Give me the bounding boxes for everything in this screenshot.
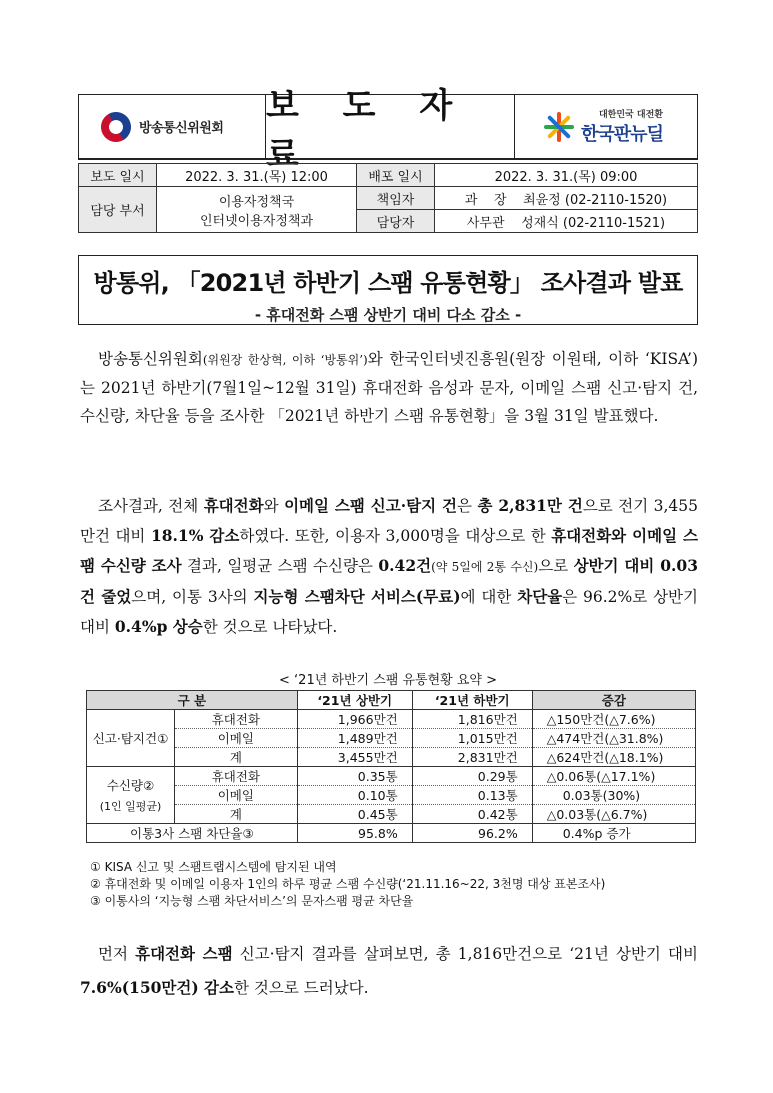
row-h1: 0.45통: [297, 805, 412, 824]
block-rate-label: 이통3사 스팸 차단율③: [87, 824, 298, 843]
new-deal-tagline: 대한민국 대전환: [598, 110, 663, 120]
block-rate-change: 0.4%p 증가: [532, 824, 695, 843]
results-text: 으로: [538, 557, 574, 575]
dept-value: [157, 187, 357, 233]
row-h1: 3,455만건: [297, 748, 412, 767]
table-header-change: 증감: [532, 691, 695, 710]
table-header-h1: ‘21년 상반기: [297, 691, 412, 710]
results-emphasis: 이메일 스팸 신고·탐지 건: [284, 496, 458, 515]
intro-org: 방송통신위원회: [98, 350, 203, 368]
row-change: △150만건(△7.6%): [532, 710, 695, 729]
spam-summary-table: [86, 690, 696, 843]
mobile-text: 먼저: [98, 945, 136, 963]
press-release-header: [78, 85, 698, 175]
group-report-detect: 신고·탐지건①: [87, 710, 175, 767]
results-emphasis: 차단율: [517, 587, 563, 606]
paragraph-intro: [80, 345, 698, 430]
footnote-2: ② 휴대전화 및 이메일 이용자 1인의 하루 평균 스팸 수신량(‘21.11.16~22, 3천명 대상 표본조사): [90, 877, 606, 891]
intro-body: 와 한국인터넷진흥원(원장 이원태, 이하 ‘KISA’)는 2021년 하반기(7월1일~12월 31일) 휴대전화 음성과 문자, 이메일 스팸 신고·탐지 건, 수신량, 차단율 등을 조사한 「2021년 하반기 스팸 유통현황」을 3월 31일 발표했다.: [80, 350, 698, 425]
dept-label: 담당 부서: [79, 187, 157, 233]
results-text: 결과, 일평균 스팸 수신량은: [181, 557, 379, 575]
results-emphasis: 휴대전화: [203, 496, 264, 515]
mobile-text: 신고·탐지 결과를 살펴보면, 총 1,816만건으로 ‘21년 상반기 대비: [232, 945, 698, 963]
row-h1: 1,489만건: [297, 729, 412, 748]
row-sub: 이메일: [175, 786, 298, 805]
results-emphasis: 18.1% 감소: [150, 526, 240, 545]
results-text: 은: [457, 497, 478, 515]
results-emphasis: 총 2,831만 건: [477, 496, 583, 515]
paragraph-mobile-spam: [80, 937, 698, 1005]
press-release-title: 보 도 자 료: [265, 95, 515, 158]
row-h1: 0.10통: [297, 786, 412, 805]
chief-contact: 과 장 최윤정 (02-2110-1520): [435, 187, 698, 210]
row-h1: 0.35통: [297, 767, 412, 786]
footnote-3: ③ 이통사의 ‘지능형 스팸 차단서비스’의 문자스팸 평균 차단율: [90, 894, 414, 908]
mobile-emphasis: 7.6%(150만건) 감소: [80, 978, 235, 997]
summary-table-title: < ‘21년 하반기 스팸 유통현황 요약 >: [279, 673, 497, 688]
release-info-table: [78, 163, 698, 233]
headline-title: 방통위, 「2021년 하반기 스팸 유통현황」 조사결과 발표: [93, 269, 683, 297]
row-h2: 2,831만건: [412, 748, 532, 767]
results-text: 으로 전기 3,455만건 대비: [80, 497, 699, 545]
intro-parenthetical: (위원장 한상혁, 이하 ‘방통위’): [202, 353, 368, 367]
results-text: 으며, 이통 3사의: [131, 588, 254, 606]
table-header-category: 구 분: [87, 691, 298, 710]
row-h2: 0.42통: [412, 805, 532, 824]
taeguk-emblem-icon: [96, 106, 137, 147]
block-rate-h2: 96.2%: [412, 824, 532, 843]
table-footnotes: [90, 859, 605, 910]
dept-line-division: 인터넷이용자정책과: [199, 213, 314, 229]
staff-label: 담당자: [357, 210, 435, 233]
results-text: 한 것으로 나타났다.: [202, 618, 338, 636]
results-emphasis: 휴대전화와 이메일 스팸 수신량 조사: [80, 526, 699, 575]
results-emphasis: 0.42건: [378, 556, 432, 575]
row-change: △474만건(△31.8%): [532, 729, 695, 748]
distribute-date-label: 배포 일시: [357, 164, 435, 187]
row-change: △0.06통(△17.1%): [532, 767, 695, 786]
mobile-text: 한 것으로 드러났다.: [234, 979, 369, 997]
results-text: 와: [263, 497, 285, 515]
results-emphasis: 상반기 대비 0.03건 줄었: [80, 556, 698, 606]
results-emphasis: 0.4%p 상승: [114, 617, 203, 636]
group-receive-label: 수신량②: [106, 778, 155, 793]
results-text: 에 대한: [460, 588, 518, 606]
group-receive-volume: [87, 767, 175, 824]
new-deal-star-icon: [543, 111, 575, 143]
row-h1: 1,966만건: [297, 710, 412, 729]
row-sub: 휴대전화: [175, 710, 298, 729]
row-h2: 1,816만건: [412, 710, 532, 729]
block-rate-h1: 95.8%: [297, 824, 412, 843]
results-text: 조사결과, 전체: [98, 497, 204, 515]
row-h2: 1,015만건: [412, 729, 532, 748]
results-text: 하였다. 또한, 이용자 3,000명을 대상으로 한: [239, 527, 552, 545]
paragraph-results: [80, 491, 698, 642]
staff-contact: 사무관 성재식 (02-2110-1521): [435, 210, 698, 233]
row-sub: 계: [175, 748, 298, 767]
release-date-label: 보도 일시: [79, 164, 157, 187]
chief-label: 책임자: [357, 187, 435, 210]
mobile-emphasis: 휴대전화 스팸: [135, 944, 233, 963]
row-sub: 휴대전화: [175, 767, 298, 786]
results-emphasis: 지능형 스팸차단 서비스(무료): [253, 587, 461, 606]
results-parenthetical: (약 5일에 2통 수신): [431, 560, 539, 574]
footnote-1: ① KISA 신고 및 스팸트랩시스템에 탐지된 내역: [90, 860, 337, 874]
release-date-value: 2022. 3. 31.(목) 12:00: [157, 164, 357, 187]
row-change: 0.03통(30%): [532, 786, 695, 805]
row-h2: 0.29통: [412, 767, 532, 786]
headline-box: [78, 255, 698, 325]
row-sub: 이메일: [175, 729, 298, 748]
kcc-org-name: 방송통신위원회: [139, 121, 224, 136]
row-change: △624만건(△18.1%): [532, 748, 695, 767]
group-receive-unit: (1인 일평균): [99, 800, 162, 813]
table-header-h2: ‘21년 하반기: [412, 691, 532, 710]
kcc-logo: [79, 95, 265, 158]
row-sub: 계: [175, 805, 298, 824]
row-change: △0.03통(△6.7%): [532, 805, 695, 824]
new-deal-name: 한국판뉴딜: [581, 124, 663, 145]
results-text: 은 96.2%로 상반기 대비: [80, 588, 698, 636]
korean-new-deal-logo: [515, 95, 697, 158]
distribute-date-value: 2022. 3. 31.(목) 09:00: [435, 164, 698, 187]
row-h2: 0.13통: [412, 786, 532, 805]
dept-line-bureau: 이용자정책국: [218, 194, 295, 210]
headline-subtitle: - 휴대전화 스팸 상반기 대비 다소 감소 -: [254, 306, 522, 324]
